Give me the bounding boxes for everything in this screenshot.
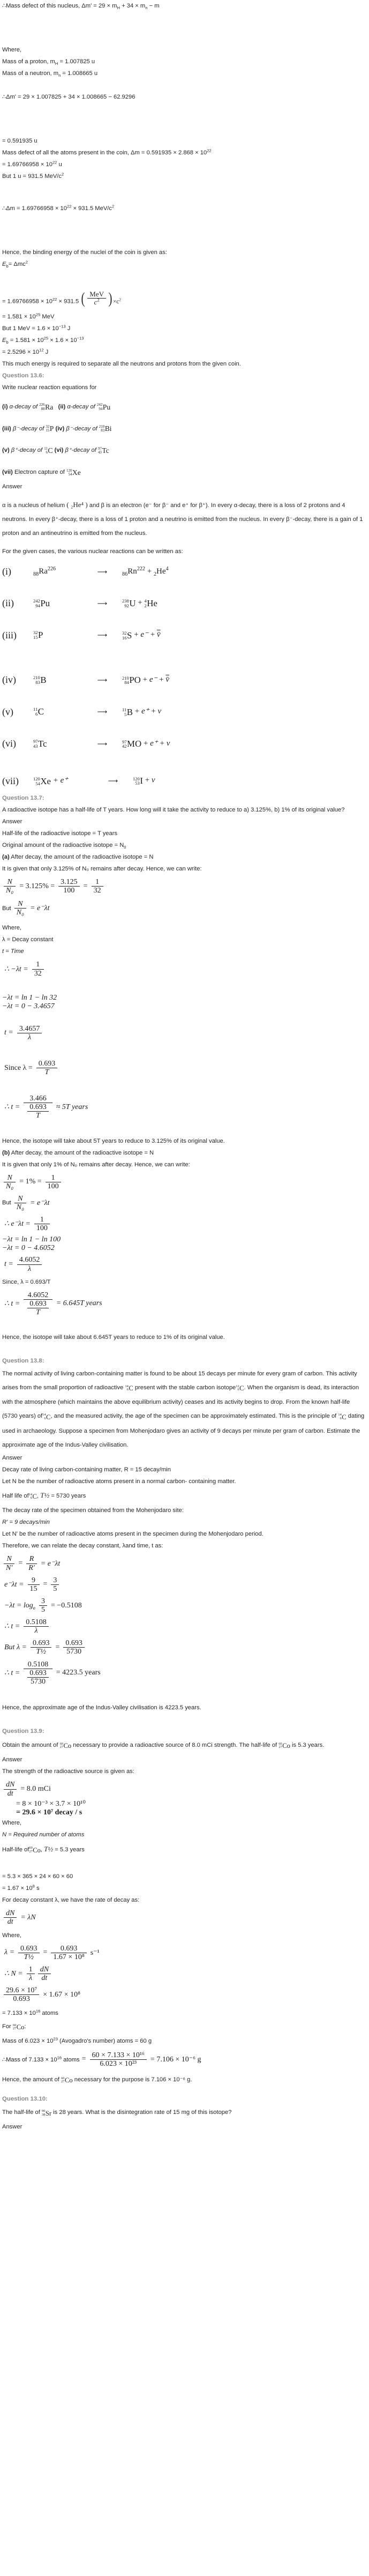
question-13-9-heading: Question 13.9:: [2, 1728, 44, 1734]
question-13-6-heading: Question 13.6:: [2, 372, 44, 379]
nuclide-pu242: 242 94 Pu: [96, 403, 111, 411]
reaction-lhs: 11 6 C: [33, 706, 44, 717]
q138-r-prime: R' = 9 decays/min: [2, 1519, 50, 1526]
arrow-icon: ⟶: [97, 708, 108, 716]
dn-dt-calc-2: = 29.6 × 10⁷ decay / s: [16, 1808, 82, 1816]
nuclide-c12: 12 6 C: [236, 1384, 244, 1393]
reaction-lhs: $_{88}Ra^{226}$: [33, 566, 56, 578]
q135-conclusion: This much energy is required to separate all the neutrons and protons from the given coin.: [2, 360, 241, 367]
mev-c2-fraction: ( $\frac{\text{MeV}}{c^2}$ ): [81, 289, 112, 307]
reaction-label: (iv): [2, 674, 16, 686]
nuclide-c14-b: 14 6 C: [42, 1413, 51, 1421]
q137-conclusion-a: Hence, the isotope will take about 5T years to reduce to 3.125% of its original value.: [2, 1137, 225, 1144]
u-to-mev-conversion: But 1 u = 931.5 MeV/$c^2$: [2, 172, 64, 180]
q139-avogadro: Mass of $6.023 \times 10^{23}$ (Avogadro's number) atoms = 60 g: [2, 2036, 152, 2044]
reaction-lhs: 242 94 Pu: [33, 598, 50, 608]
mass-defect-all-atoms: Mass defect of all the atoms present in the coin, $\Delta m = 0.591935 \times 2.868 \times 10^{22}$: [2, 148, 212, 156]
reaction-row-ii: [0, 598, 369, 609]
q138-decay-rate: Decay rate of living carbon-containing matter, R = 15 decay/min: [2, 1466, 171, 1473]
reaction-label: (ii): [2, 598, 14, 609]
binding-energy-calculation: = $1.69766958 \times 10^{22} \times 931.5$ ( $\frac{\text{MeV}}{c^2}$ ) $\times c^2$: [2, 289, 122, 307]
binding-energy-joule-result: = $2.5296 \times 10^{12}$ J: [2, 347, 49, 355]
nuclide-p32: 32 15 P: [46, 425, 54, 433]
mass-defect-calculation: ∴Δm' = 29 × 1.007825 + 34 × 1.008665 − 62.9296: [2, 94, 135, 100]
reaction-lhs: 120 54 Xe + e⁺: [33, 776, 69, 786]
reaction-label: (v): [2, 706, 13, 717]
question-13-8-heading: Question 13.8:: [2, 1357, 44, 1364]
nuclide-bi210: 210 83 Bi: [99, 425, 112, 433]
q136-item-row-4: (vii) Electron capture of 120 54 Xe: [0, 464, 369, 481]
eq-n-calculation: $\frac{\text{29.6 × 10⁷}}{0.693}$ × 1.67 × 10⁸: [0, 1986, 369, 2003]
q137-answer-label: Answer: [2, 818, 22, 825]
q139-n-result: = $7.133 \times 10^{16}$ atoms: [2, 2008, 58, 2017]
q138-answer-label: Answer: [2, 1454, 22, 1461]
where-label-1: Where,: [2, 47, 22, 53]
nuclide-xe120: 120 54 Xe: [66, 468, 81, 477]
q138-half-life-c14: Half life of 14 6 C, T½ = 5730 years: [0, 1487, 369, 1505]
q139-n-definition: N = Required number of atoms: [2, 1831, 85, 1838]
reaction-row-vii: [0, 775, 369, 787]
eq-minus-lambda-t: ∴ −λt = $\frac{1}{32}$: [0, 961, 369, 977]
nuclide-co60-c: 60 27 Co: [12, 2023, 25, 2031]
mass-defect-result: = 0.591935 u: [2, 138, 37, 144]
nuclide-co60-a: 60 27 Co: [59, 1741, 72, 1750]
eq-mass-calculation: ∴Mass of $7.133 \times 10^{16}$ atoms = $\frac{\text{60 × 7.133 × 10¹⁶}}{\text{6.023 × 10²³}}$ = 7.106 × 10⁻⁶ g: [2, 2051, 201, 2068]
eq-t-equals-34657-lambda: t = $\frac{3.4657}{\lambda}$: [0, 1025, 369, 1041]
eq-e-minus-lambda-t-100: ∴ e⁻λt = $\frac{1}{100}$: [0, 1216, 369, 1232]
where-label-2: Where,: [2, 925, 22, 932]
reaction-label: (vii): [2, 775, 19, 786]
q137-conclusion-b: Hence, the isotope will take about 6.645T years to reduce to 1% of its original value.: [2, 1334, 225, 1341]
q137-half-life: Half-life of the radioactive isotope = T years: [2, 830, 118, 837]
q137-original-amount: Original amount of the radioactive isotope = $N_0$: [2, 842, 126, 850]
mass-defect-nucleus-line: ∴Mass defect of this nucleus, $\Delta m' = 29 \times m_H + 34 \times m_n - m$: [2, 3, 160, 11]
q139-strength-intro: The strength of the radioactive source is given as:: [2, 1768, 134, 1775]
eq-but-lambda-5730: But λ = $\frac{0.693}{\text{T½}}$ = $\frac{0.693}{5730}$: [0, 1639, 369, 1656]
eq-t-equals-46052-lambda: t = $\frac{4.6052}{\lambda}$: [0, 1256, 369, 1272]
mass-defect-in-mev: ∴Δm = $1.69766958 \times 10^{22} \times 931.5$ MeV/$c^2$: [2, 204, 115, 212]
q139-seconds-calc-1: = 5.3 × 365 × 24 × 60 × 60: [2, 1873, 73, 1880]
reaction-rhs: 11 5 B + e⁺ + v: [122, 706, 162, 717]
q136-explanation: α is a nucleus of helium ( ₂He⁴ ) and β is an electron (e⁻ for β⁻ and e⁺ for β⁺). In every α-decay, there is a loss of 2 protons and 4 neutrons. In every β⁺-decay, there is a loss of 1 proton and a neutrino is emitted from the nucleus. In every β⁻-decay, there is a gain of 1 proton and an antineutrino is emitted from the nucleus.: [2, 501, 363, 537]
binding-energy-formula: $E_b= \Delta mc^2$: [2, 259, 28, 269]
arrow-icon: ⟶: [108, 777, 118, 785]
nuclide-co60-d: 60 27 Co: [61, 2076, 73, 2084]
neutron-mass-line: Mass of a neutron, $m_n = 1.008665$ u: [2, 70, 98, 78]
q1310-answer-label: Answer: [2, 2123, 22, 2130]
where-label-4: Where,: [2, 1932, 22, 1939]
question-13-7-heading: Question 13.7:: [2, 794, 44, 801]
q137-part-a-given: It is given that only 3.125% of N₀ remains after decay. Hence, we can write:: [2, 865, 202, 872]
ln-line-1: −λt = ln 1 − ln 32: [2, 993, 57, 1002]
q138-conclusion: Hence, the approximate age of the Indus-Valley civilisation is 4223.5 years.: [2, 1704, 201, 1711]
reaction-lhs: 32 15 P: [33, 630, 43, 641]
reaction-lhs: 210 83 B: [33, 674, 47, 685]
q136-answer-label: Answer: [2, 483, 22, 490]
eq-dn-dt-8mci: $\frac{dN}{dt}$ = 8.0 mCi: [0, 1781, 369, 1797]
nuclide-co60-b: 60 27 Co: [278, 1741, 290, 1750]
nuclide-ra226: 226 88 Ra: [39, 403, 54, 411]
ln-line-2: −λt = 0 − 3.4657: [2, 1002, 55, 1010]
reaction-lhs: 97 43 Tc: [33, 738, 47, 749]
reaction-label: (i): [2, 566, 11, 577]
eq-t-equals-05108-lambda: ∴ t = $\frac{0.5108}{\lambda}$: [0, 1618, 369, 1635]
eq-final-age: ∴ t = $\frac{0.5108}{\frac{0.693}{5730}}$ = 4223.5 years: [4, 1660, 101, 1686]
reaction-row-iv: [0, 674, 369, 686]
q136-reactions-intro: For the given cases, the various nuclear reactions can be written as:: [2, 548, 183, 555]
eq-dn-dt-lambda-n: $\frac{dN}{dt}$ = λN: [0, 1909, 369, 1926]
arrow-icon: ⟶: [97, 675, 108, 684]
q137-part-b-given: It is given that only 1% of N₀ remains after decay. Hence, we can write:: [2, 1161, 190, 1168]
q138-prompt: The normal activity of living carbon-containing matter is found to be about 15 decays per minute for every gram of carbon. This activity arises from the small proportion of radioactive 14 6 C present with the stable carbon isotope 12 6 C. When the organism is dead, its interaction with the atmosphere (which maintains the above equilibrium activity) ceases and its activity begins to drop. From the known half-life (5730 years) of 14 6 C, and the measured activity, the age of the specimen can be approximately estimated. This is the principle of 14 6 C dating used in archaeology. Suppose a specimen from Mohenjodaro gives an activity of 9 decays per minute per gram of carbon. Estimate the approximate age of the Indus-Valley civilisation.: [2, 1370, 365, 1448]
arrow-icon: ⟶: [97, 631, 108, 639]
q137-part-a: (a) After decay, the amount of the radioactive isotope = N: [2, 853, 154, 860]
q139-half-life-co60: Half-life of 60 27 Co, T½ = 5.3 years: [0, 1841, 369, 1859]
eq-but-n-over-n0: But $\frac{N}{\text{N₀}}$ = e⁻λt: [2, 900, 50, 917]
reaction-row-vi: [0, 738, 369, 750]
q139-conclusion: Hence, the amount of 60 27 Co necessary for the purpose is 7.106 × 10⁻⁶ g.: [0, 2072, 369, 2088]
q136-item-row-2: (iii) β⁻-decay of 32 15 P (iv) β⁻-decay of 210 83 Bi: [0, 421, 369, 437]
mass-defect-all-atoms-result: = $1.69766958 \times 10^{22}$ u: [2, 160, 62, 168]
nuclide-c14-c: 14 6 C: [338, 1413, 347, 1421]
reaction-rhs: 210 84 PO + e⁻ + v̄: [122, 675, 170, 686]
reaction-rhs: 32 16 S + e⁻ + v̄: [122, 630, 161, 641]
reaction-row-iii: [0, 629, 369, 641]
arrow-icon: ⟶: [97, 599, 108, 607]
ln-b-line-1: −λt = ln 1 − ln 100: [2, 1235, 61, 1244]
eq-since-lambda: Since λ = $\frac{0.693}{T}$: [0, 1060, 369, 1076]
q137-part-b: (b) After decay, the amount of the radioactive isotope = N: [2, 1149, 154, 1156]
question-13-10-heading: Question 13.10:: [2, 2096, 48, 2103]
q138-let-n-prime: Let N' be the number of radioactive atoms present in the specimen during the Mohenjodaro period.: [2, 1531, 263, 1538]
eq-log-3-5: $-\lambda t = \log_e$ $\frac{3}{5}$ = −0.5108: [4, 1597, 82, 1614]
eq-n-over-nprime: $\frac{N}{N'}$ = $\frac{R}{R'}$ = e⁻λt: [0, 1555, 369, 1572]
eq-final-a: ∴ t = $\frac{3.466}{\frac{0.693}{T}}$ ≈ 5T years: [4, 1095, 88, 1120]
binding-energy-intro: Hence, the binding energy of the nuclei of the coin is given as:: [2, 249, 167, 256]
q136-prompt: Write nuclear reaction equations for: [2, 384, 97, 391]
dn-dt-calc-1: = 8 × 10⁻³ × 3.7 × 10¹⁰: [16, 1799, 86, 1808]
reaction-rhs: $_{86}Rn^{222} + _2He^4$: [122, 566, 169, 578]
t-definition: t = Time: [2, 948, 24, 955]
eq-n-equals: ∴ N = $\frac{1}{\lambda}$ $\frac{dN}{dt}$: [0, 1965, 369, 1982]
q139-prompt: Obtain the amount of 60 27 Co necessary to provide a radioactive source of 8.0 mCi strength. The half-life of 60 27 Co is 5.3 years.: [0, 1737, 369, 1754]
eq-e-minus-lambda-t-9-15: e⁻λt = $\frac{9}{15}$ = $\frac{3}{5}$: [0, 1576, 369, 1593]
nuclide-c11: 11 6 C: [44, 446, 53, 455]
q138-relate: Therefore, we can relate the decay constant, λand time, t as:: [2, 1543, 163, 1550]
q138-decay-specimen: The decay rate of the specimen obtained from the Mohenjodaro site:: [2, 1507, 184, 1514]
q139-decay-const-intro: For decay constant λ, we have the rate of decay as:: [2, 1897, 140, 1904]
q1310-prompt: The half-life of 90 38 Sr is 28 years. What is the disintegration rate of 15 mg of this isotope?: [0, 2105, 369, 2121]
eq-n-over-n0-3125: $\frac{N}{\text{N₀}}$ = 3.125% = $\frac{3.125}{100}$ = $\frac{1}{32}$: [0, 878, 369, 895]
helium-nucleus-notation: ( ₂He⁴ ): [66, 501, 88, 509]
reaction-rhs: 120 53 I + v: [133, 776, 155, 786]
reaction-rhs: 97 42 MO + e⁺ + v: [122, 739, 170, 749]
nuclide-c14-a: 14 6 C: [125, 1384, 133, 1393]
proton-mass-line: Mass of a proton, $m_H = 1.007825$ u: [2, 58, 95, 66]
nuclide-tc97: 97 43 Tc: [97, 446, 109, 455]
eq-lambda-value: λ = $\frac{0.693}{\text{T½}}$ = $\frac{0.693}{\text{1.67 × 10⁸}}$ s⁻¹: [4, 1944, 100, 1961]
nuclide-co60-halflife: 60 27 Co: [29, 1846, 41, 1854]
binding-energy-joule-calc: $E_b = 1.581 \times 10^{25} \times 1.6 \times 10^{-13}$: [2, 335, 84, 345]
arrow-icon: ⟶: [97, 567, 108, 576]
eq-final-b: ∴ t = $\frac{4.6052}{\frac{0.693}{T}}$ = 6.645T years: [4, 1291, 102, 1316]
nuclide-c14-halflife: 14 6 C: [28, 1492, 37, 1501]
eq-n-over-n0-1pct: $\frac{N}{\text{N₀}}$ = 1% = $\frac{1}{100}$: [0, 1174, 369, 1190]
reaction-row-v: [0, 706, 369, 718]
q137-since-b: Since, λ = 0.693/T: [2, 1278, 51, 1285]
q139-for-co60: For 60 27 Co:: [0, 2019, 369, 2035]
binding-energy-mev: = $1.581 \times 10^{25}$ MeV: [2, 311, 55, 320]
nuclide-sr90: 90 38 Sr: [42, 2109, 52, 2117]
q136-item-row-3: (v) β⁺-decay of 11 6 C (vi) β⁺-decay of 97 43 Tc: [0, 442, 369, 459]
reaction-label: (iii): [2, 629, 17, 641]
ln-b-line-2: −λt = 0 − 4.6052: [2, 1244, 55, 1253]
q139-seconds-calc-2: = $1.67 \times 10^8$ s: [2, 1883, 40, 1892]
reaction-row-i: [0, 566, 369, 577]
reaction-label: (vi): [2, 738, 16, 749]
q136-item-row-1: (i) α-decay of 226 88 Ra (ii) α-decay of 242 94 Pu: [0, 399, 369, 415]
mev-to-joule: But 1 MeV = $1.6 \times 10^{-13}$ J: [2, 323, 71, 332]
q137-prompt: A radioactive isotope has a half-life of T years. How long will it take the activity to reduce to a) 3.125%, b) 1% of its original value?: [2, 806, 345, 813]
lambda-definition: λ = Decay constant: [2, 936, 54, 943]
arrow-icon: ⟶: [97, 739, 108, 748]
eq-but-n-over-n0-b: But $\frac{N}{\text{N₀}}$ = e⁻λt: [2, 1194, 50, 1211]
q139-answer-label: Answer: [2, 1756, 22, 1763]
reaction-rhs: 238 92 U + 4 2 He: [122, 598, 157, 608]
where-label-3: Where,: [2, 1819, 22, 1826]
q138-let-n: Let N be the number of radioactive atoms present in a normal carbon- containing matter.: [2, 1478, 236, 1485]
